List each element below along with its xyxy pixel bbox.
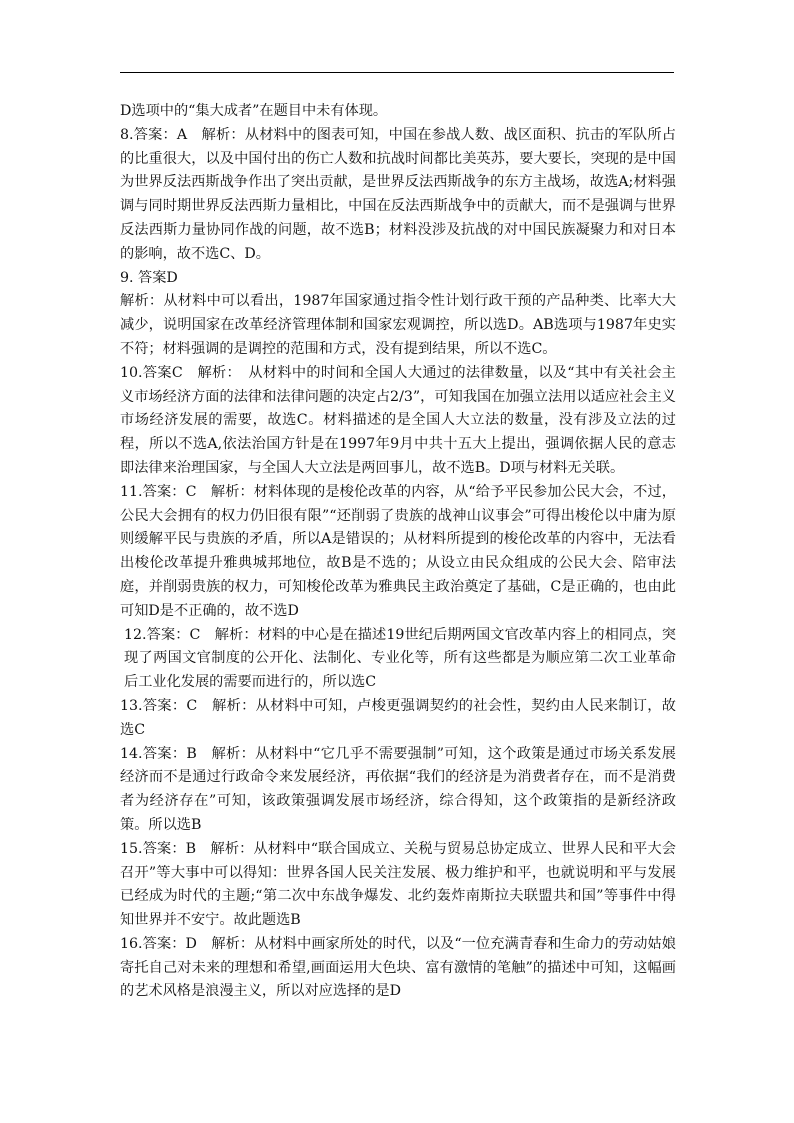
header-rule [120,72,674,73]
answer-14: 14.答案：B 解析：从材料中“它几乎不需要强制”可知，这个政策是通过市场关系发展经济而不是通过行政命令来发展经济，再依据“我们的经济是为消费者存在，而不是消费者为经济存在”可知，该政策强调发展市场经济，综合得知，这个政策指的是新经济政策。所以选B [120,745,676,833]
answer-content [120,100,676,1004]
answer-13: 13.答案：C 解析：从材料中可知，卢梭更强调契约的社会性，契约由人民来制订，故选C [120,697,676,738]
answer-11: 11.答案：C 解析：材料体现的是梭伦改革的内容，从“给予平民参加公民大会，不过，公民大会拥有的权力仍旧很有限”“还削弱了贵族的战神山议事会”可得出梭伦以中庸为原则缓解平民与贵族的矛盾，所以A是错误的；从材料所提到的梭伦改革的内容中，无法看出梭伦改革提升雅典城邦地位，故B是不选的；从设立由民众组成的公民大会、陪审法庭，并削弱贵族的权力，可知梭伦改革为雅典民主政治奠定了基础，C是正确的，也由此可知D是不正确的，故不选D [120,483,676,619]
answer-12: 12.答案：C 解析：材料的中心是在描述19世纪后期两国文官改革内容上的相同点，突现了两国文官制度的公开化、法制化、专业化等，所有这些都是为顺应第二次工业革命后工业化发展的需要而进行的，所以选C [124,626,676,691]
answer-9-analysis: 解析：从材料中可以看出，1987年国家通过指令性计划行政干预的产品种类、比率大大减少，说明国家在改革经济管理体制和国家宏观调控，所以选D。AB选项与1987年史实不符；材料强调的是调控的范围和方式，没有提到结果，所以不选C。 [120,293,676,357]
answer-10: 10.答案C 解析： 从材料中的时间和全国人大通过的法律数量，以及“其中有关社会主义市场经济方面的法律和法律问题的决定占2/3”，可知我国在加强立法用以适应社会主义市场经济发展的需要，故选C。材料描述的是全国人大立法的数量，没有涉及立法的过程，所以不选A,依法治国方针是在1997年9月中共十五大上提出，强调依据人民的意志即法律来治理国家，与全国人大立法是两回事儿，故不选B。D项与材料无关联。 [120,364,676,476]
answer-15: 15.答案：B 解析：从材料中“联合国成立、关税与贸易总协定成立、世界人民和平大会召开”等大事中可以得知：世界各国人民关注发展、极力维护和平，也就说明和平与发展已经成为时代的主题;“第二次中东战争爆发、北约轰炸南斯拉夫联盟共和国”等事件中得知世界并不安宁。故此题选B [120,840,676,929]
answer-8: 8.答案：A 解析：从材料中的图表可知，中国在参战人数、战区面积、抗击的军队所占的比重很大，以及中国付出的伤亡人数和抗战时间都比美英苏，要大要长，突现的是中国为世界反法西斯战争作出了突出贡献，是世界反法西斯战争的东方主战场，故选A;材料强调与同时期世界反法西斯力量相比，中国在反法西斯战争中的贡献大，而不是强调与世界反法西斯力量协同作战的问题，故不选B；材料没涉及抗战的对中国民族凝聚力和对日本的影响，故不选C、D。 [120,126,676,262]
paragraph-continuation: D选项中的“集大成者”在题目中未有体现。 [120,103,388,119]
answer-16: 16.答案：D 解析：从材料中画家所处的时代，以及“一位充满青春和生命力的劳动姑娘寄托自己对未来的理想和希望,画面运用大色块、富有激情的笔触”的描述中可知，这幅画的艺术风格是浪漫主义，所以对应选择的是D [120,935,676,1000]
answer-9-heading: 9. 答案D [120,269,178,286]
